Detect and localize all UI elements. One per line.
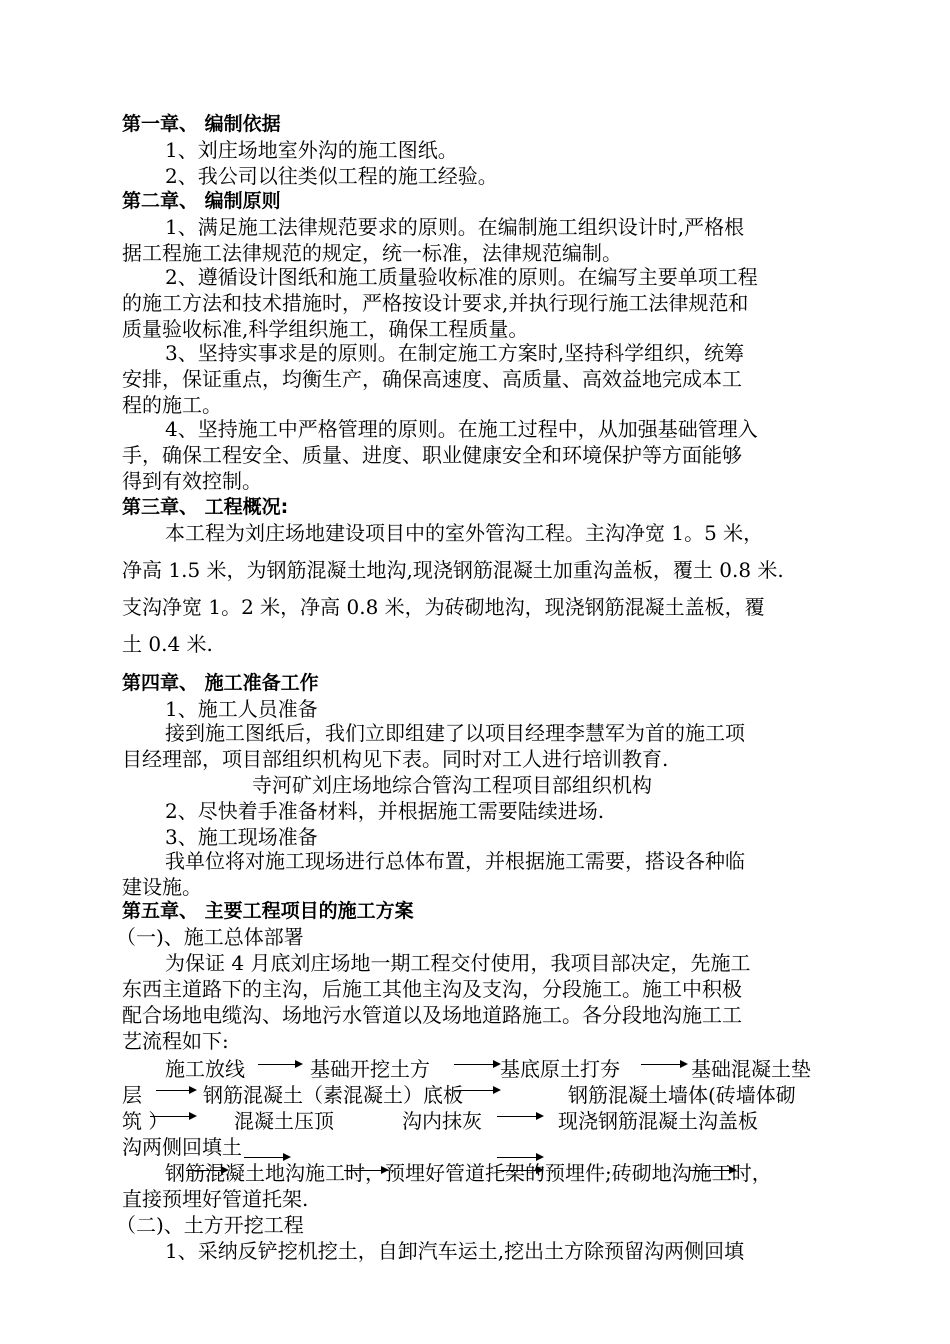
paragraph-line: 2、尽快着手准备材料，并根据施工需要陆续进场. — [165, 799, 605, 823]
paragraph-line: 程的施工。 — [122, 393, 222, 417]
chapter-1-title: 第一章、 编制依据 — [122, 113, 281, 135]
section-heading: 3、施工现场准备 — [165, 825, 318, 849]
paragraph-line: 为保证 4 月底刘庄场地一期工程交付使用，我项目部决定，先施工 — [165, 951, 751, 975]
arrow-icon — [186, 1170, 222, 1171]
arrow-icon — [156, 1090, 190, 1091]
list-item: 1、刘庄场地室外沟的施工图纸。 — [165, 138, 458, 162]
paragraph-line: 手，确保工程安全、质量、进度、职业健康安全和环境保护等方面能够 — [122, 443, 742, 467]
flow-step: 现浇钢筋混凝土沟盖板 — [558, 1109, 758, 1133]
paragraph-line: 东西主道路下的主沟，后施工其他主沟及支沟，分段施工。施工中积极 — [122, 977, 742, 1001]
section-heading: （二)、土方开挖工程 — [116, 1213, 304, 1237]
flow-step: 基础混凝土垫 — [691, 1057, 811, 1081]
section-heading: 1、施工人员准备 — [165, 697, 318, 721]
org-chart-title: 寺河矿刘庄场地综合管沟工程项目部组织机构 — [252, 773, 652, 797]
flow-step: 沟两侧回填土 — [122, 1135, 242, 1159]
paragraph-line: 1、满足施工法律规范要求的原则。在编制施工组织设计时,严格根 — [165, 215, 745, 239]
flow-step: 筑 ） — [122, 1109, 169, 1133]
paragraph-line: 净高 1.5 米，为钢筋混凝土地沟,现浇钢筋混凝土加重沟盖板，覆土 0.8 米. — [122, 558, 784, 582]
paragraph-line: 3、坚持实事求是的原则。在制定施工方案时,坚持科学组织，统筹 — [165, 341, 745, 365]
section-heading: （一)、施工总体部署 — [116, 925, 304, 949]
arrow-icon — [497, 1170, 537, 1171]
paragraph-line: 接到施工图纸后，我们立即组建了以项目经理李慧军为首的施工项 — [165, 721, 745, 745]
paragraph-line: 得到有效控制。 — [122, 469, 262, 493]
arrow-icon — [641, 1064, 681, 1065]
arrow-icon — [454, 1064, 494, 1065]
paragraph-line: 据工程施工法律规范的规定，统一标准，法律规范编制。 — [122, 241, 622, 265]
flow-step: 钢筋混凝土墙体(砖墙体砌 — [568, 1083, 796, 1107]
flow-step: 混凝土压顶 — [234, 1109, 334, 1133]
arrow-icon — [150, 1116, 190, 1117]
flow-step: 钢筋混凝土（素混凝土）底板 — [203, 1083, 463, 1107]
flow-step: 施工放线 — [165, 1057, 245, 1081]
paragraph-line: 1、采纳反铲挖机挖土，自卸汽车运土,挖出土方除预留沟两侧回填 — [165, 1239, 745, 1263]
paragraph-line: 2、遵循设计图纸和施工质量验收标准的原则。在编写主要单项工程 — [165, 265, 758, 289]
chapter-5-title: 第五章、 主要工程项目的施工方案 — [122, 900, 414, 922]
arrow-icon — [497, 1157, 537, 1158]
paragraph-line: 本工程为刘庄场地建设项目中的室外管沟工程。主沟净宽 1。5 米， — [165, 521, 764, 545]
chapter-4-title: 第四章、 施工准备工作 — [122, 672, 319, 694]
flow-step: 沟内抹灰 — [402, 1109, 482, 1133]
paragraph-line: 安排，保证重点，均衡生产，确保高速度、高质量、高效益地完成本工 — [122, 367, 742, 391]
paragraph-line: 4、坚持施工中严格管理的原则。在施工过程中，从加强基础管理入 — [165, 417, 758, 441]
list-item: 2、我公司以往类似工程的施工经验。 — [165, 164, 498, 188]
paragraph-line: 艺流程如下: — [122, 1029, 229, 1053]
paragraph-line: 建设施。 — [122, 875, 202, 899]
paragraph-line: 支沟净宽 1。2 米，净高 0.8 米，为砖砌地沟，现浇钢筋混凝土盖板，覆 — [122, 595, 765, 619]
arrow-icon — [258, 1064, 296, 1065]
flow-step: 基础开挖土方 — [310, 1057, 430, 1081]
arrow-icon — [344, 1170, 382, 1171]
arrow-icon — [244, 1157, 284, 1158]
paragraph-line: 配合场地电缆沟、场地污水管道以及场地道路施工。各分段地沟施工工 — [122, 1003, 742, 1027]
paragraph-line: 直接预埋好管道托架. — [122, 1187, 309, 1211]
paragraph-line: 我单位将对施工现场进行总体布置，并根据施工需要，搭设各种临 — [165, 849, 745, 873]
paragraph-line: 的施工方法和技术措施时，严格按设计要求,并执行现行施工法律规范和 — [122, 291, 749, 315]
paragraph-line: 质量验收标准,科学组织施工，确保工程质量。 — [122, 317, 529, 341]
flow-step: 层 — [122, 1083, 142, 1107]
paragraph-line: 目经理部，项目部组织机构见下表。同时对工人进行培训教育. — [122, 747, 669, 771]
arrow-icon — [454, 1090, 494, 1091]
paragraph-line: 土 0.4 米. — [122, 632, 213, 656]
chapter-3-title: 第三章、 工程概况: — [122, 496, 289, 518]
paragraph-line: 钢筋混凝土地沟施工时，预埋好管道托架的预埋件;砖砌地沟施工时， — [165, 1161, 772, 1185]
chapter-2-title: 第二章、 编制原则 — [122, 190, 281, 212]
arrow-icon — [690, 1170, 730, 1171]
flow-step: 基底原土打夯 — [500, 1057, 620, 1081]
arrow-icon — [497, 1116, 537, 1117]
